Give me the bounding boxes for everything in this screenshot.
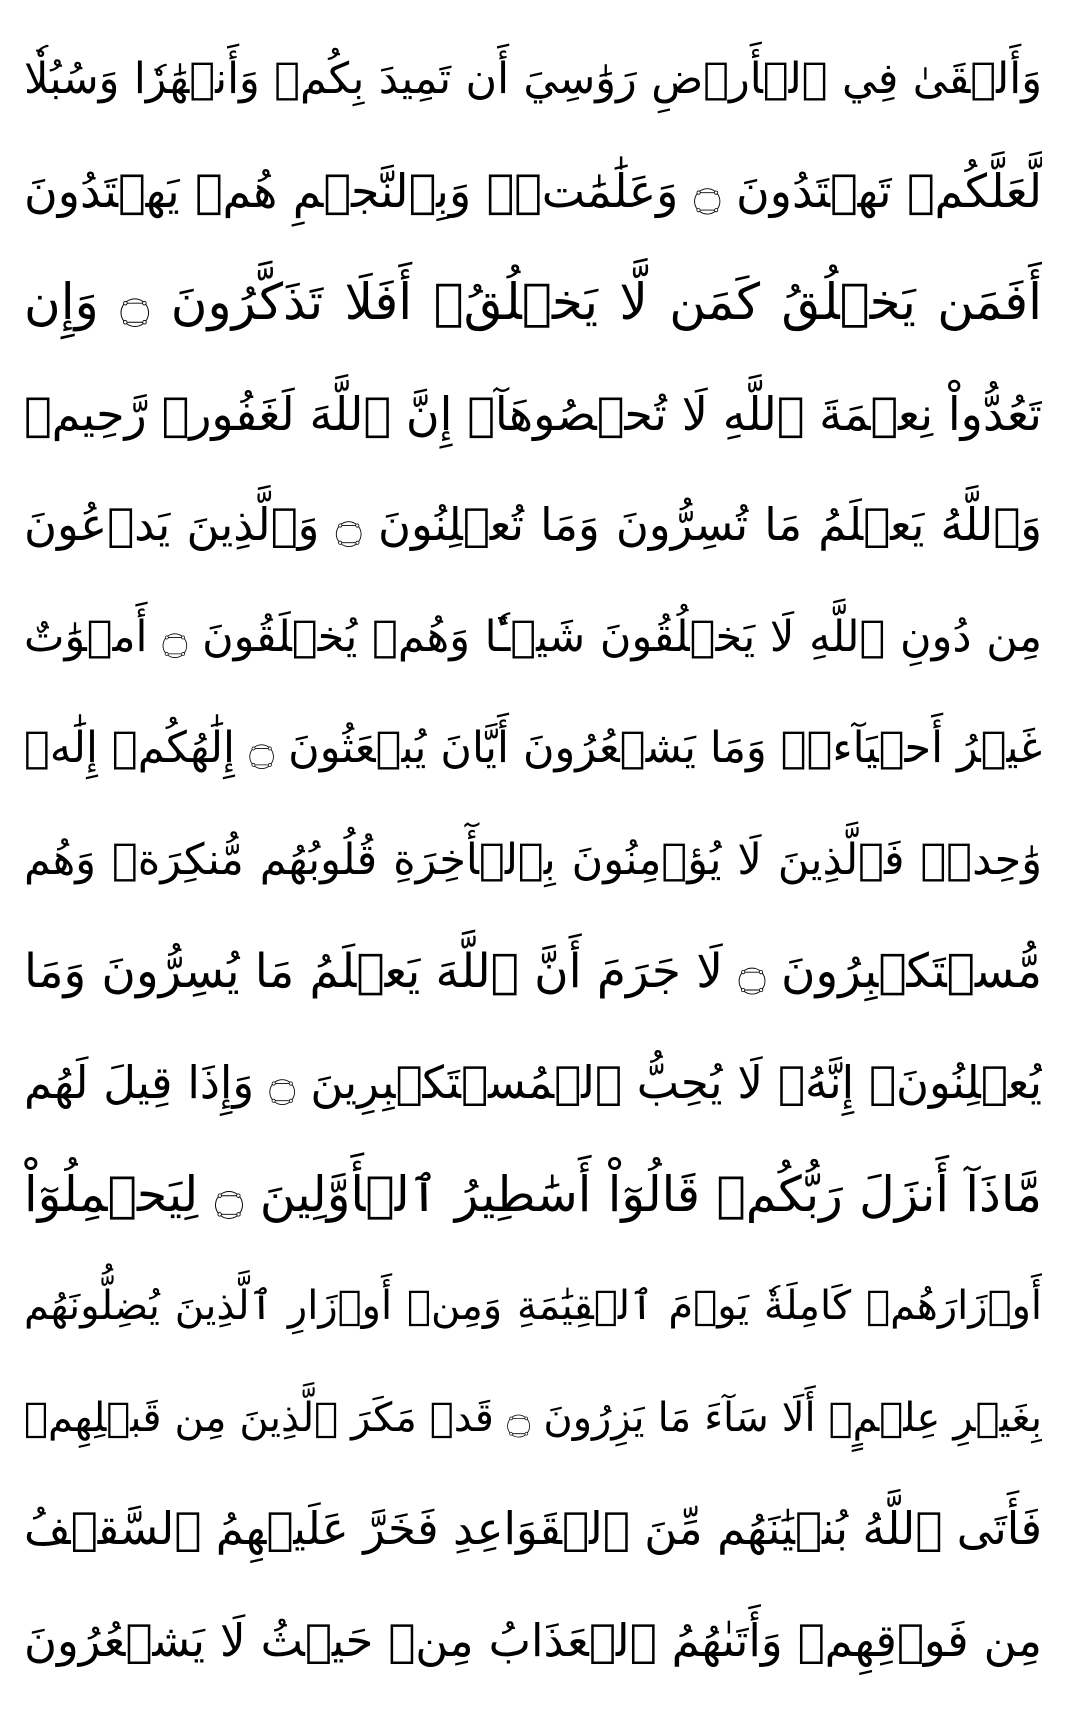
text-line-1: وَأَلۡقَىٰ فِي ٱلۡأَرۡضِ رَوَٰسِيَ أَن تَمِيدَ بِكُمۡ وَأَنۡهَٰرٗا وَسُبُلٗا <box>24 54 1042 104</box>
text-line-2: لَّعَلَّكُمۡ تَهۡتَدُونَ ۝ وَعَلَٰمَٰتٖۚ وَبِٱلنَّجۡمِ هُمۡ يَهۡتَدُونَ <box>24 163 1042 218</box>
text-line-6: مِن دُونِ ٱللَّهِ لَا يَخۡلُقُونَ شَيۡـٔٗا وَهُمۡ يُخۡلَقُونَ ۝ أَمۡوَٰتٌ <box>24 611 1042 662</box>
text-line-10: يُعۡلِنُونَۚ إِنَّهُۥ لَا يُحِبُّ ٱلۡمُسۡتَكۡبِرِينَ ۝ وَإِذَا قِيلَ لَهُم <box>24 1056 1042 1110</box>
text-line-11: مَّاذَآ أَنزَلَ رَبُّكُمۡ قَالُوٓاْ أَسَٰطِيرُ ٱلۡأَوَّلِينَ ۝ لِيَحۡمِلُوٓاْ <box>24 1165 1042 1223</box>
text-line-8: وَٰحِدٞۚ فَٱلَّذِينَ لَا يُؤۡمِنُونَ بِٱلۡأٓخِرَةِ قُلُوبُهُم مُّنكِرَةٞ وَهُم <box>24 834 1042 885</box>
text-line-9: مُّسۡتَكۡبِرُونَ ۝ لَا جَرَمَ أَنَّ ٱللَّهَ يَعۡلَمُ مَا يُسِرُّونَ وَمَا <box>24 943 1042 999</box>
text-line-3: أَفَمَن يَخۡلُقُ كَمَن لَّا يَخۡلُقُۚ أَفَلَا تَذَكَّرُونَ ۝ وَإِن <box>24 273 1042 332</box>
text-line-15: مِن فَوۡقِهِمۡ وَأَتَىٰهُمُ ٱلۡعَذَابُ مِنۡ حَيۡثُ لَا يَشۡعُرُونَ <box>24 1613 1042 1667</box>
text-line-13: بِغَيۡرِ عِلۡمٍۗ أَلَا سَآءَ مَا يَزِرُونَ ۝ قَدۡ مَكَرَ ٱلَّذِينَ مِن قَبۡلِهِمۡ <box>24 1394 1042 1441</box>
text-line-14: فَأَتَى ٱللَّهُ بُنۡيَٰنَهُم مِّنَ ٱلۡقَوَاعِدِ فَخَرَّ عَلَيۡهِمُ ٱلسَّقۡفُ <box>24 1502 1042 1556</box>
text-line-12: أَوۡزَارَهُمۡ كَامِلَةٗ يَوۡمَ ٱلۡقِيَٰمَةِ وَمِنۡ أَوۡزَارِ ٱلَّذِينَ يُضِلُّونَهُم <box>24 1283 1042 1330</box>
text-line-5: وَٱللَّهُ يَعۡلَمُ مَا تُسِرُّونَ وَمَا تُعۡلِنُونَ ۝ وَٱلَّذِينَ يَدۡعُونَ <box>24 498 1042 552</box>
quran-text-block <box>24 30 1042 1690</box>
text-line-4: تَعُدُّواْ نِعۡمَةَ ٱللَّهِ لَا تُحۡصُوهَآۗ إِنَّ ٱللَّهَ لَغَفُورٞ رَّحِيمٞ <box>24 386 1042 441</box>
text-line-7: غَيۡرُ أَحۡيَآءٖۖ وَمَا يَشۡعُرُونَ أَيَّانَ يُبۡعَثُونَ ۝ إِلَٰهُكُمۡ إِلَٰهٞ <box>24 723 1042 774</box>
